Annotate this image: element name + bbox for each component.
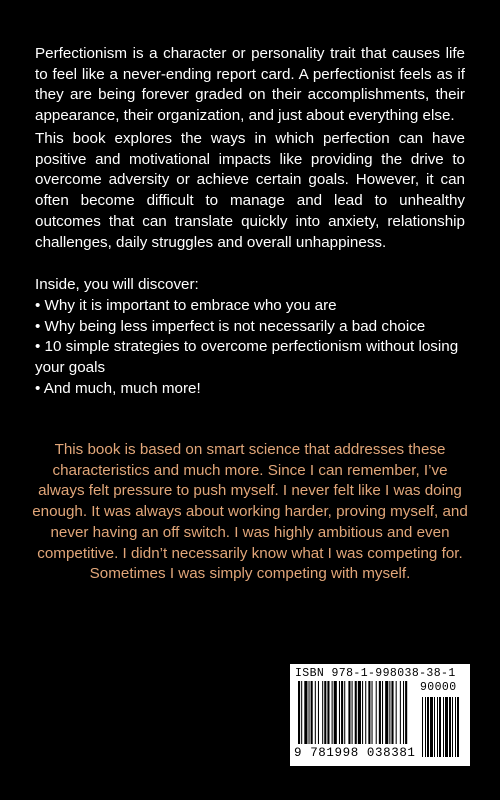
description-paragraph-explores: This book explores the ways in which perfection can have positive and motivational impacts like providing the drive to overcome adversity or achieve certain goals. However, it can often become difficult to manage and lead to unhealthy outcomes that can translate quickly into anxiety, relationship challenges, daily struggles and overall unhappiness. xyxy=(35,130,465,251)
list-item: • Why it is important to embrace who you are xyxy=(35,297,337,314)
discover-list xyxy=(35,296,465,400)
list-item: • And much, much more! xyxy=(35,379,201,397)
list-item: • Why being less imperfect is not necessarily a bad choice xyxy=(35,317,426,335)
barcode-digits: 9 781998 038381 xyxy=(294,746,416,760)
isbn-barcode xyxy=(290,664,470,766)
isbn-label: ISBN 978-1-998038-38-1 xyxy=(295,667,456,680)
list-item: • 10 simple strategies to overcome perfectionism without losing your goals xyxy=(35,338,459,377)
price-code: 90000 xyxy=(420,681,457,694)
description-paragraph-intro: Perfectionism is a character or personality trait that causes life to feel like a never-ending report card. A perfectionist feels as if they are being forever graded on their accomplishments, their appearance, their organization, and just about everything else. xyxy=(35,45,465,125)
list-intro: Inside, you will discover: xyxy=(35,276,199,293)
author-paragraph: This book is based on smart science that addresses these characteristics and much more. Since I can remember, I’ve always felt pressure to push myself. I never felt like I was doing enough. It was always about working harder, proving myself, and never having an off switch. I was highly ambitious and even competitive. I didn’t necessarily know what I was competing for. Sometimes I was simply competing with myself. xyxy=(32,441,468,583)
